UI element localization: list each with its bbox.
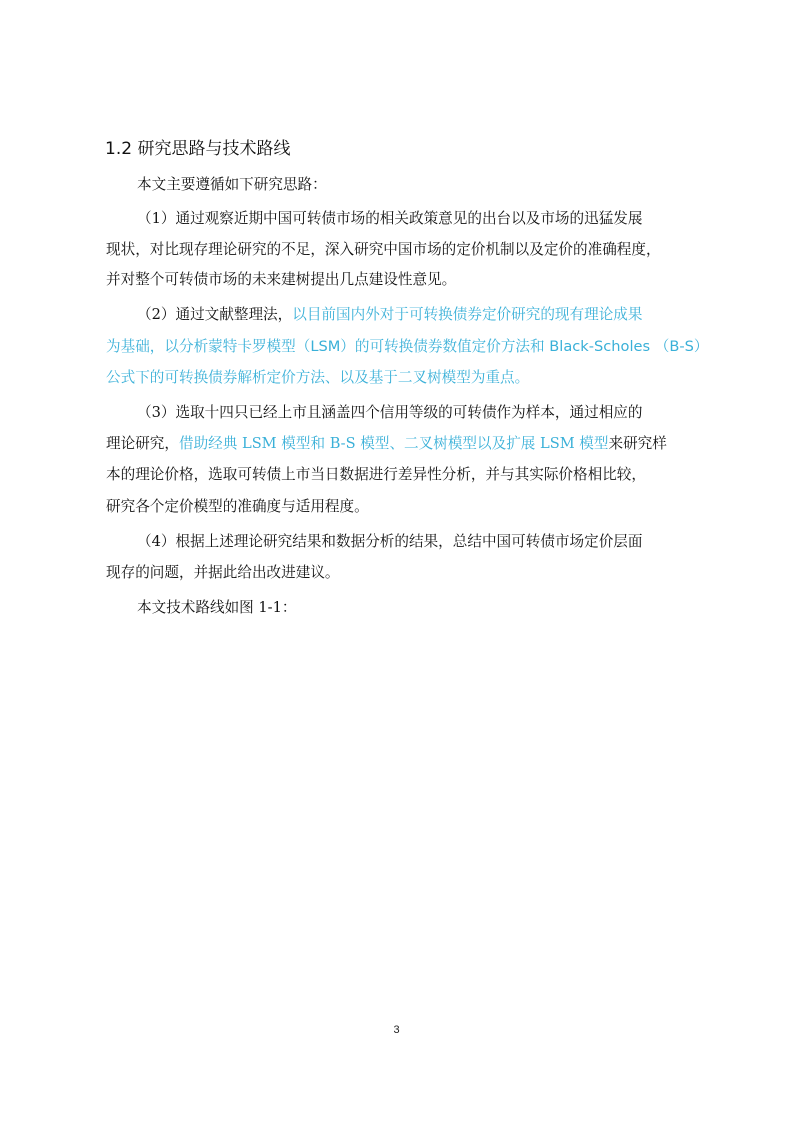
p3-line-2-plain-b: 来研究样 <box>608 435 667 452</box>
p1-line-1: （1）通过观察近期中国可转债市场的相关政策意见的出台以及市场的迅猛发展 <box>137 210 643 227</box>
p2-line-1-plain: （2）通过文献整理法， <box>137 306 293 323</box>
p3-line-2-plain-a: 理论研究， <box>106 435 179 452</box>
page-number: 3 <box>393 1024 400 1036</box>
p1-line-2: 现状，对比现存理论研究的不足，深入研究中国市场的定价机制以及定价的准确程度， <box>106 241 661 258</box>
p2-line-3-highlight: 公式下的可转换债券解析定价方法、以及基于二叉树模型为重点。 <box>106 369 530 386</box>
section-heading: 1.2 研究思路与技术路线 <box>105 139 291 159</box>
p1-line-3: 并对整个可转债市场的未来建树提出几点建设性意见。 <box>106 271 457 288</box>
p3-line-4: 研究各个定价模型的准确度与适用程度。 <box>106 498 369 515</box>
intro-text: 本文主要遵循如下研究思路： <box>137 176 327 193</box>
p3-line-1: （3）选取十四只已经上市且涵盖四个信用等级的可转债作为样本，通过相应的 <box>137 404 643 421</box>
p2-line-1 <box>137 305 643 325</box>
p3-line-2-highlight: 借助经典 LSM 模型和 B-S 模型、二叉树模型以及扩展 LSM 模型 <box>178 435 609 452</box>
p3-line-2 <box>106 434 667 454</box>
closing-text: 本文技术路线如图 1-1： <box>137 599 297 616</box>
p2-line-2-highlight: 为基础，以分析蒙特卡罗模型（LSM）的可转换债券数值定价方法和 Black-Scholes （B-S） <box>106 338 709 355</box>
p4-line-2: 现存的问题，并据此给出改进建议。 <box>106 564 340 581</box>
p2-line-1-highlight: 以目前国内外对于可转换债券定价研究的现有理论成果 <box>292 306 643 323</box>
p4-line-1: （4）根据上述理论研究结果和数据分析的结果，总结中国可转债市场定价层面 <box>137 533 643 550</box>
p3-line-3: 本的理论价格，选取可转债上市当日数据进行差异性分析，并与其实际价格相比较， <box>106 466 646 483</box>
